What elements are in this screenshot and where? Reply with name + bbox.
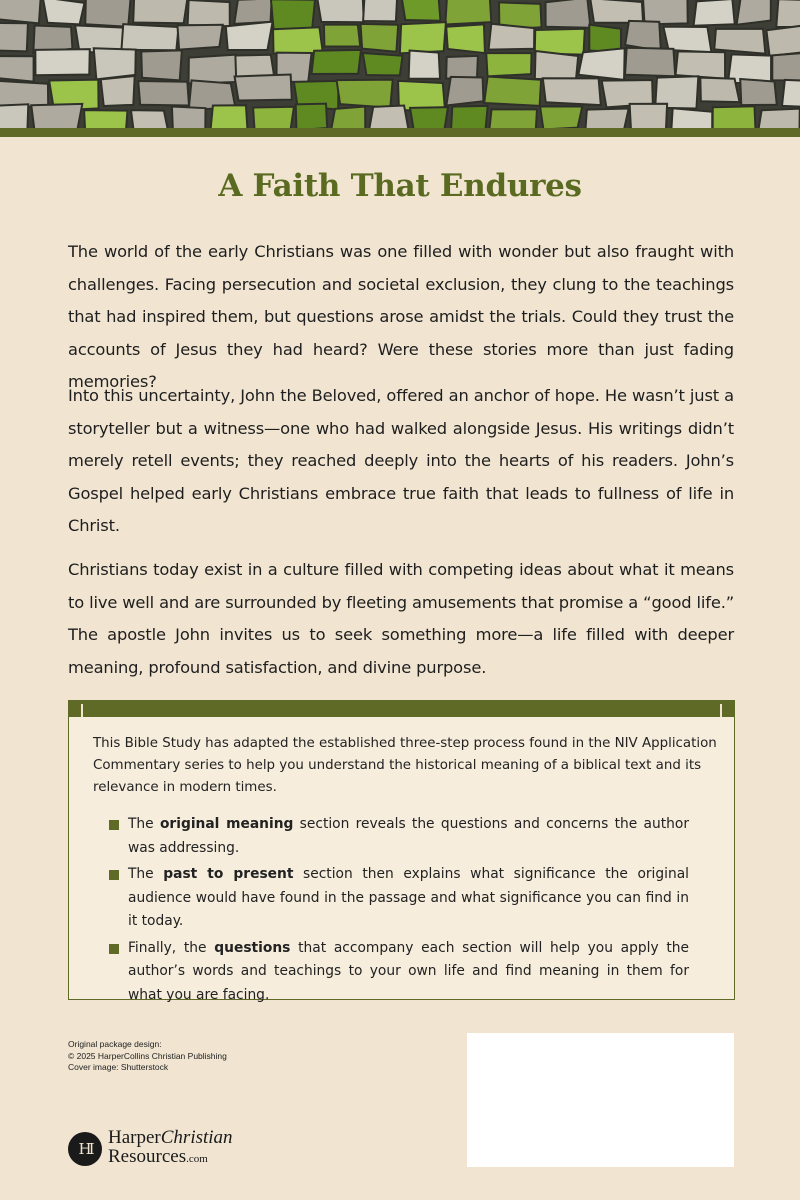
credit-cover-image: Cover image: Shutterstock: [68, 1062, 169, 1072]
header-divider: [0, 128, 800, 137]
mosaic-tile: [324, 24, 360, 46]
mosaic-tile: [776, 0, 800, 27]
mosaic-tile: [273, 27, 323, 53]
mosaic-tile: [445, 0, 491, 25]
mosaic-tile: [546, 0, 591, 28]
mosaic-tile: [363, 0, 397, 21]
mosaic-tile: [121, 24, 178, 50]
mosaic-tile: [133, 0, 187, 23]
credits-block: [68, 1039, 227, 1074]
infobox-header-bar: [69, 701, 734, 717]
infobox-bullet-list: [109, 813, 689, 1010]
bullet-past-to-present: [109, 863, 689, 934]
mosaic-tile: [35, 49, 89, 75]
mosaic-tile: [543, 78, 601, 105]
mosaic-tile: [188, 0, 230, 26]
mosaic-tile: [271, 0, 315, 30]
mosaic-tile: [400, 22, 446, 53]
paragraph-1: The world of the early Christians was one filled with wonder but also fraught with challenges. Facing persecution and societal exclusion, they clung to the teachings that had inspired them, but questions arose amidst the trials. Could they trust the accounts of Jesus they had heard? Were these stories more than just fading memories?: [68, 242, 734, 391]
credit-copyright: © 2025 HarperCollins Christian Publishing: [68, 1050, 227, 1061]
mosaic-tile: [590, 0, 643, 23]
mosaic-tile: [141, 50, 182, 80]
mosaic-tile: [31, 104, 82, 131]
mosaic-tile: [0, 56, 34, 81]
paragraph-2: Into this uncertainty, John the Beloved, offered an anchor of hope. He wasn’t just a storyteller but a witness—one who had walked alongside Jesus. His writings didn’t merely retell events; they reached deeply into the hearts of his readers. John’s Gospel helped early Christians embrace true faith that leads to fullness of life in Christ.: [68, 386, 734, 535]
bullet-pre: Finally, the: [128, 939, 215, 956]
mosaic-tile: [94, 48, 136, 79]
publisher-logo: [68, 1128, 233, 1169]
mosaic-tile: [235, 75, 292, 101]
infobox-notch-left: [81, 704, 83, 717]
mosaic-tile: [578, 48, 624, 80]
bullet-post: that accompany each section will help you apply the author’s words and teachings to your own life and find meaning in them for what you are facing.: [128, 939, 689, 1003]
mosaic-tile: [535, 51, 578, 80]
mosaic-tile: [486, 53, 531, 76]
bullet-pre: The: [128, 816, 160, 832]
mosaic-tile: [234, 0, 271, 24]
mosaic-tile: [363, 53, 403, 75]
mosaic-tile: [676, 51, 726, 78]
mosaic-tile: [85, 0, 130, 27]
bullet-pre: The: [128, 866, 164, 882]
mosaic-tile: [446, 77, 483, 106]
mosaic-tile: [630, 104, 667, 131]
mosaic-tile: [361, 24, 399, 52]
mosaic-tile: [535, 29, 585, 55]
bullet-square-icon: [109, 870, 119, 880]
mosaic-tile: [446, 24, 485, 53]
mosaic-tile: [694, 0, 735, 26]
mosaic-tile: [700, 78, 739, 102]
bullet-bold: past to present: [163, 866, 294, 882]
barcode-area: [467, 1033, 734, 1167]
header-mosaic-image: [0, 0, 800, 131]
infobox-intro: This Bible Study has adapted the established three-step process found in the NIV Application Commentary series to help you understand the historical meaning of a biblical text and its relevance in modern times.: [93, 736, 717, 795]
logo-word-resources: Resources: [108, 1146, 187, 1167]
mosaic-tile: [772, 53, 800, 80]
bullet-questions: [109, 937, 689, 1008]
mosaic-tile: [226, 22, 273, 50]
bullet-post: section reveals the questions and concerns the author was addressing.: [128, 816, 689, 856]
infobox-notch-right: [720, 704, 722, 717]
mosaic-tile: [0, 23, 28, 51]
mosaic-tile: [489, 24, 535, 50]
mosaic-tile: [737, 0, 771, 25]
mosaic-tile: [782, 80, 800, 108]
mosaic-tile: [625, 21, 661, 51]
page-title: A Faith That Endures: [218, 168, 582, 204]
mosaic-tiles: [0, 0, 800, 131]
mosaic-tile: [409, 51, 440, 79]
mosaic-tile: [0, 0, 41, 23]
mosaic-tile: [0, 104, 28, 131]
logo-word-christian: Christian: [160, 1127, 233, 1148]
mosaic-tile: [177, 25, 222, 50]
mosaic-tile: [296, 104, 328, 130]
logo-suffix: .com: [186, 1153, 208, 1165]
mosaic-tile: [714, 29, 765, 54]
publisher-logo-text: [108, 1128, 233, 1169]
mosaic-tile: [317, 0, 364, 22]
study-method-box: [68, 700, 735, 1003]
bullet-bold: original meaning: [159, 816, 294, 832]
mosaic-tile: [402, 0, 441, 21]
mosaic-tile: [138, 81, 189, 105]
mosaic-tile: [484, 77, 541, 106]
mosaic-tile: [101, 76, 135, 106]
paragraph-3: Christians today exist in a culture filled with competing ideas about what it means to live well and are surrounded by fleeting amusements that promise a “good life.” The apostle John invites us to seek something more—a life filled with deeper meaning, profound satisfaction, and divine purpose.: [68, 560, 734, 677]
bullet-bold: questions: [214, 939, 291, 956]
credit-design: Original package design:: [68, 1039, 162, 1049]
bullet-square-icon: [109, 820, 119, 830]
mosaic-tile: [311, 50, 361, 74]
bullet-square-icon: [109, 944, 119, 954]
bullet-post: section then explains what significance the original audience would have found in the passage and what significance you can find in it today.: [128, 866, 690, 929]
mosaic-tile: [446, 56, 478, 79]
bullet-original-meaning: [109, 813, 689, 860]
mosaic-tile: [337, 80, 393, 108]
mosaic-tile: [625, 48, 675, 77]
mosaic-tile: [43, 0, 85, 24]
mosaic-tile: [740, 79, 777, 105]
mosaic-tile: [766, 25, 800, 56]
publisher-logo-icon: HI: [68, 1132, 102, 1166]
mosaic-tile: [189, 55, 238, 84]
logo-word-harper: Harper: [108, 1127, 161, 1148]
mosaic-tile: [540, 106, 582, 129]
